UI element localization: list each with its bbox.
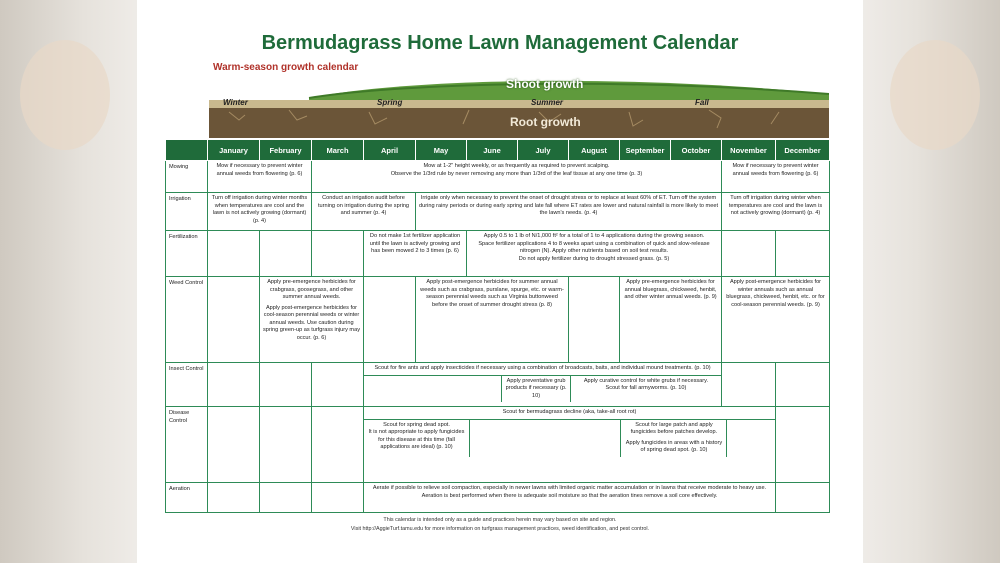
disease-spring-line: It is not appropriate to apply fungicides for this disease at this time (fall applications are ideal) (p. 10) bbox=[368, 429, 465, 451]
header-blank bbox=[166, 140, 208, 161]
blurred-background-left bbox=[0, 0, 140, 563]
season-fall: Fall bbox=[695, 98, 709, 107]
fertilization-first-cell: Do not make 1st fertilizer application until the lawn is actively growing and has been mowed 2 to 3 times (p. 6) bbox=[364, 231, 467, 277]
blurred-background-right bbox=[860, 0, 1000, 563]
row-label: Aeration bbox=[166, 483, 208, 513]
empty-cell bbox=[312, 483, 364, 513]
row-fertilization bbox=[166, 231, 830, 277]
empty-cell bbox=[776, 407, 830, 483]
month-header: March bbox=[312, 140, 364, 161]
mowing-main-line: Observe the 1/3rd rule by never removing any more than 1/3rd of the leaf tissue at any one time (p. 3) bbox=[390, 170, 643, 177]
root-growth-label: Root growth bbox=[510, 115, 581, 129]
disease-fall-line: Scout for large patch and apply fungicides before patches develop. bbox=[630, 421, 718, 436]
empty-cell bbox=[722, 363, 776, 407]
disease-spacer bbox=[727, 420, 775, 457]
month-header: December bbox=[776, 140, 830, 161]
season-spring: Spring bbox=[377, 98, 403, 107]
mowing-late-cell: Mow if necessary to prevent winter annual weeds from flowering (p. 6) bbox=[722, 161, 830, 193]
aeration-main-cell: Aerate if possible to relieve soil compaction, especially in newer lawns with limited organic matter accumulation or in lawns that receive moderate to heavy use. Aeration is best performed when there is adequate soil moisture so that the aeration tines remove a soil core effectively. bbox=[364, 483, 776, 513]
shoot-growth-label: Shoot growth bbox=[506, 77, 584, 91]
empty-cell bbox=[208, 277, 260, 363]
disease-spring-dead-spot bbox=[364, 420, 470, 457]
insect-grub-preventative: Apply preventative grub products if necessary (p. 10) bbox=[501, 376, 571, 403]
weed-summer-cell: Apply post-emergence herbicides for summer annual weeds such as crabgrass, purslane, spurge, etc. or warm-season perennial weeds such as Virginia buttonweed before the onset of summer drought stress (p. 8) bbox=[416, 277, 569, 363]
disease-detail-row bbox=[364, 420, 775, 457]
row-label: Weed Control bbox=[166, 277, 208, 363]
footnote-disclaimer: This calendar is intended only as a guide and practices herein may vary based on site and region. bbox=[383, 517, 617, 523]
fertilization-line: Do not apply fertilizer during to drought stressed grass. (p. 5) bbox=[518, 255, 670, 262]
empty-cell bbox=[260, 363, 312, 407]
weed-spring-line: Apply post-emergence herbicides for cool-season perennial weeds or winter annual weeds. Use caution during spring green-up as turfgrass injury may occur. (p. 6) bbox=[263, 304, 361, 341]
mowing-winter-cell: Mow if necessary to prevent winter annual weeds from flowering (p. 6) bbox=[208, 161, 312, 193]
insect-grub-curative bbox=[571, 376, 721, 403]
empty-cell bbox=[312, 363, 364, 407]
weed-late-cell: Apply post-emergence herbicides for winter annuals such as annual bluegrass, chickweed, henbit, etc. or for cool-season perennial weeds. (p. 9) bbox=[722, 277, 830, 363]
insect-grub-line: Apply curative control for white grubs if necessary. bbox=[583, 377, 709, 384]
row-weed-control bbox=[166, 277, 830, 363]
month-header-row bbox=[166, 140, 830, 161]
irrigation-main-cell: Irrigate only when necessary to prevent the onset of drought stress or to replace at least 60% of ET. Turn off the system during rainy periods or during early spring and late fall where ET rates are lower and natural rainfall is more likely to meet the lawn's needs. (p. 4) bbox=[416, 193, 722, 231]
row-label: Fertilization bbox=[166, 231, 208, 277]
fertilization-line: Apply 0.5 to 1 lb of N/1,000 ft² for a total of 1 to 4 applications during the growing season. bbox=[483, 233, 705, 239]
empty-cell bbox=[208, 407, 260, 483]
weed-spring-line: Apply pre-emergence herbicides for crabgrass, goosegrass, and other summer annual weeds. bbox=[267, 279, 356, 301]
disease-fall-line: Apply fungicides in areas with a history of spring dead spot. (p. 10) bbox=[625, 439, 723, 454]
disease-decline-line: Scout for bermudagrass decline (aka, take-all root rot) bbox=[364, 407, 775, 420]
empty-cell bbox=[208, 231, 260, 277]
row-irrigation bbox=[166, 193, 830, 231]
weed-fall-cell: Apply pre-emergence herbicides for annual bluegrass, chickweed, henbit, and other winter annual weeds. (p. 9) bbox=[620, 277, 722, 363]
insect-spacer bbox=[364, 376, 501, 403]
row-aeration bbox=[166, 483, 830, 513]
month-header: July bbox=[518, 140, 569, 161]
insect-armyworm-line: Scout for fall armyworms. (p. 10) bbox=[605, 385, 687, 392]
empty-cell bbox=[260, 483, 312, 513]
disease-large-patch bbox=[620, 420, 727, 457]
row-insect-control bbox=[166, 363, 830, 407]
irrigation-late-cell: Turn off irrigation during winter when temperatures are cool and the lawn is not actively growing (dormant) (p. 4) bbox=[722, 193, 830, 231]
month-header: June bbox=[467, 140, 518, 161]
insect-main-cell bbox=[364, 363, 722, 407]
mowing-main-line: Mow at 1-2" height weekly, or as frequently as required to prevent scalping. bbox=[423, 163, 610, 169]
empty-cell bbox=[312, 407, 364, 483]
row-label: Insect Control bbox=[166, 363, 208, 407]
season-summer: Summer bbox=[531, 98, 564, 107]
row-label: Irrigation bbox=[166, 193, 208, 231]
weed-spring-cell bbox=[260, 277, 364, 363]
empty-cell bbox=[776, 483, 830, 513]
footnote-link: Visit http://AggieTurf.tamu.edu for more information on turfgrass management practices, weed identification, and pest control. bbox=[350, 526, 650, 532]
month-header: September bbox=[620, 140, 671, 161]
empty-cell bbox=[776, 231, 830, 277]
month-header: November bbox=[722, 140, 776, 161]
management-table bbox=[165, 139, 830, 513]
insect-fire-ants: Scout for fire ants and apply insecticides if necessary using a combination of broadcasts, baits, and individual mound treatments. (p. 10) bbox=[364, 363, 721, 376]
irrigation-audit-cell: Conduct an irrigation audit before turning on irrigation during the spring and summer (p. 4) bbox=[312, 193, 416, 231]
irrigation-winter-cell: Turn off irrigation during winter months when temperatures are cool and the lawn is not actively growing (dormant) (p. 4) bbox=[208, 193, 312, 231]
empty-cell bbox=[776, 363, 830, 407]
page-subtitle: Warm-season growth calendar bbox=[213, 62, 359, 73]
fertilization-line: Space fertilizer applications 4 to 8 weeks apart using a combination of quick and slow-release nitrogen (N). Apply other nutrients based on soil test results. bbox=[478, 240, 710, 255]
mowing-main-cell bbox=[312, 161, 722, 193]
row-disease-control bbox=[166, 407, 830, 483]
month-header: August bbox=[569, 140, 620, 161]
season-winter: Winter bbox=[223, 98, 248, 107]
row-label: Mowing bbox=[166, 161, 208, 193]
empty-cell bbox=[208, 483, 260, 513]
insect-grub-row bbox=[364, 376, 721, 403]
empty-cell bbox=[312, 231, 364, 277]
disease-spring-line: Scout for spring dead spot. bbox=[383, 421, 450, 428]
month-header: January bbox=[208, 140, 260, 161]
month-header: October bbox=[671, 140, 722, 161]
empty-cell bbox=[722, 231, 776, 277]
empty-cell bbox=[208, 363, 260, 407]
calendar-page bbox=[137, 0, 863, 563]
empty-cell bbox=[569, 277, 620, 363]
fertilization-main-cell bbox=[467, 231, 722, 277]
page-title: Bermudagrass Home Lawn Management Calendar bbox=[261, 32, 739, 54]
row-mowing bbox=[166, 161, 830, 193]
empty-cell bbox=[260, 407, 312, 483]
empty-cell bbox=[260, 231, 312, 277]
month-header: April bbox=[364, 140, 416, 161]
disease-spacer bbox=[470, 420, 620, 457]
row-label: Disease Control bbox=[166, 407, 208, 483]
empty-cell bbox=[364, 277, 416, 363]
month-header: May bbox=[416, 140, 467, 161]
disease-main-cell bbox=[364, 407, 776, 483]
month-header: February bbox=[260, 140, 312, 161]
